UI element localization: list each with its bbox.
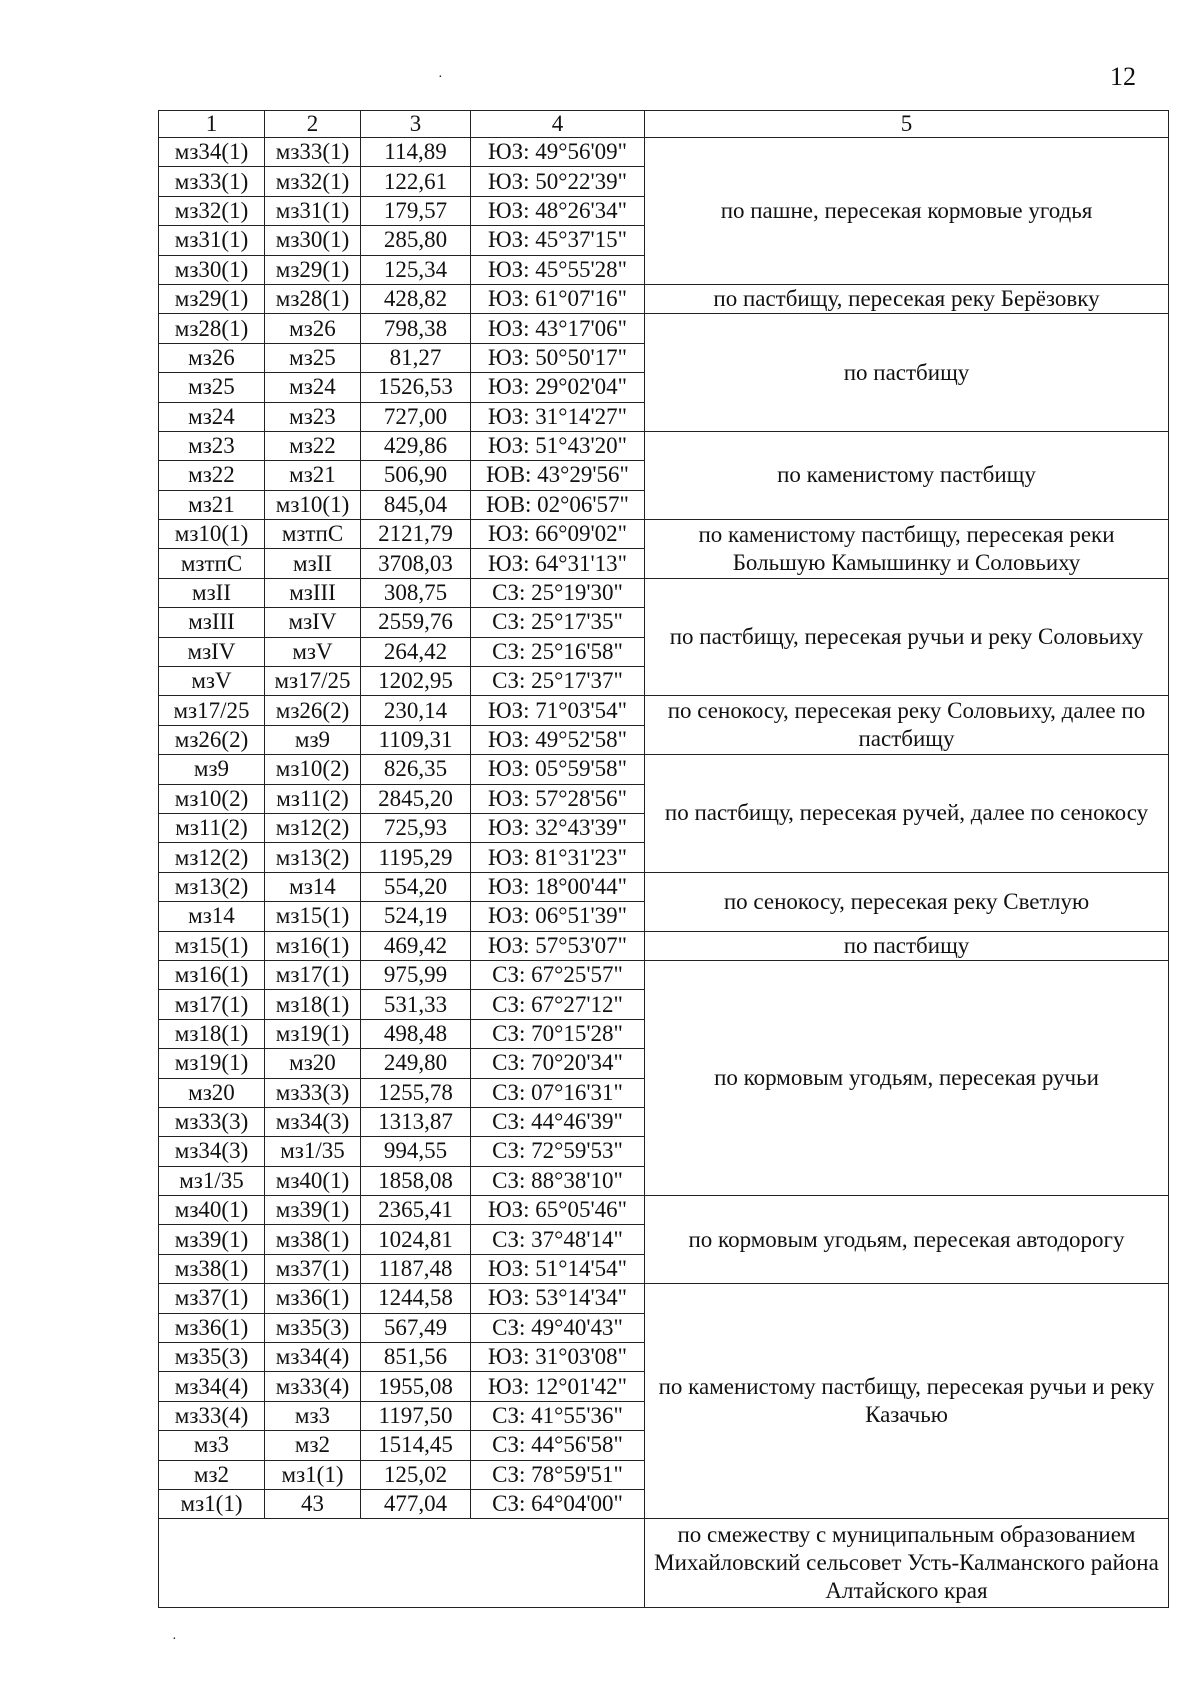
column-header: 2 (265, 111, 361, 138)
length-cell: 285,80 (361, 226, 471, 255)
to-point-cell: мз14 (265, 872, 361, 901)
bearing-cell: СЗ: 44°56'58" (471, 1431, 645, 1460)
table-row (159, 696, 1169, 725)
to-point-cell: мз10(2) (265, 755, 361, 784)
bearing-cell: СЗ: 64°04'00" (471, 1489, 645, 1518)
from-point-cell: мз24 (159, 402, 265, 431)
bearing-cell: ЮЗ: 29°02'04" (471, 373, 645, 402)
from-point-cell: мз28(1) (159, 314, 265, 343)
to-point-cell: мз13(2) (265, 843, 361, 872)
bearing-cell: СЗ: 25°19'30" (471, 578, 645, 607)
bearing-cell: ЮЗ: 18°00'44" (471, 872, 645, 901)
length-cell: 1244,58 (361, 1284, 471, 1313)
bearing-cell: ЮЗ: 64°31'13" (471, 549, 645, 578)
boundary-table (158, 110, 1169, 1608)
route-description-cell: по каменистому пастбищу (645, 431, 1169, 519)
bearing-cell: СЗ: 72°59'53" (471, 1137, 645, 1166)
length-cell: 1526,53 (361, 373, 471, 402)
from-point-cell: мзII (159, 578, 265, 607)
table-row (159, 520, 1169, 549)
length-cell: 798,38 (361, 314, 471, 343)
bearing-cell: ЮЗ: 48°26'34" (471, 196, 645, 225)
length-cell: 567,49 (361, 1313, 471, 1342)
from-point-cell: мз15(1) (159, 931, 265, 960)
to-point-cell: мзV (265, 637, 361, 666)
from-point-cell: мз17(1) (159, 990, 265, 1019)
bearing-cell: СЗ: 88°38'10" (471, 1166, 645, 1195)
length-cell: 179,57 (361, 196, 471, 225)
from-point-cell: мзтпС (159, 549, 265, 578)
from-point-cell: мз25 (159, 373, 265, 402)
to-point-cell: мз18(1) (265, 990, 361, 1019)
table-row (159, 138, 1169, 167)
length-cell: 1197,50 (361, 1401, 471, 1430)
length-cell: 554,20 (361, 872, 471, 901)
to-point-cell: мзIV (265, 608, 361, 637)
length-cell: 845,04 (361, 490, 471, 519)
to-point-cell: мз39(1) (265, 1196, 361, 1225)
table-row (159, 1196, 1169, 1225)
table-row (159, 1284, 1169, 1313)
route-description-cell: по сенокосу, пересекая реку Светлую (645, 872, 1169, 931)
from-point-cell: мз22 (159, 461, 265, 490)
length-cell: 1109,31 (361, 725, 471, 754)
length-cell: 2845,20 (361, 784, 471, 813)
bearing-cell: СЗ: 25°17'35" (471, 608, 645, 637)
bearing-cell: СЗ: 25°16'58" (471, 637, 645, 666)
route-description-cell: по пастбищу, пересекая ручей, далее по сенокосу (645, 755, 1169, 873)
bearing-cell: ЮЗ: 51°43'20" (471, 431, 645, 460)
length-cell: 506,90 (361, 461, 471, 490)
from-point-cell: мз36(1) (159, 1313, 265, 1342)
from-point-cell: мз11(2) (159, 813, 265, 842)
to-point-cell: мз26(2) (265, 696, 361, 725)
from-point-cell: мз3 (159, 1431, 265, 1460)
scan-dot: · (172, 1632, 177, 1647)
to-point-cell: мз34(4) (265, 1343, 361, 1372)
bearing-cell: ЮЗ: 12°01'42" (471, 1372, 645, 1401)
bearing-cell: ЮЗ: 81°31'23" (471, 843, 645, 872)
bearing-cell: ЮЗ: 65°05'46" (471, 1196, 645, 1225)
length-cell: 308,75 (361, 578, 471, 607)
to-point-cell: мз21 (265, 461, 361, 490)
to-point-cell: мз3 (265, 1401, 361, 1430)
table-row (159, 431, 1169, 460)
from-point-cell: мз34(4) (159, 1372, 265, 1401)
bearing-cell: СЗ: 44°46'39" (471, 1107, 645, 1136)
to-point-cell: мз33(3) (265, 1078, 361, 1107)
from-point-cell: мз40(1) (159, 1196, 265, 1225)
from-point-cell: мз16(1) (159, 960, 265, 989)
to-point-cell: мз36(1) (265, 1284, 361, 1313)
column-header: 1 (159, 111, 265, 138)
bearing-cell: СЗ: 25°17'37" (471, 667, 645, 696)
to-point-cell: мз20 (265, 1049, 361, 1078)
to-point-cell: мз2 (265, 1431, 361, 1460)
column-header: 5 (645, 111, 1169, 138)
to-point-cell: мз40(1) (265, 1166, 361, 1195)
to-point-cell: мз37(1) (265, 1254, 361, 1283)
to-point-cell: мзтпС (265, 520, 361, 549)
from-point-cell: мзV (159, 667, 265, 696)
from-point-cell: мз29(1) (159, 284, 265, 313)
length-cell: 1202,95 (361, 667, 471, 696)
bearing-cell: ЮВ: 02°06'57" (471, 490, 645, 519)
length-cell: 524,19 (361, 902, 471, 931)
bearing-cell: СЗ: 70°20'34" (471, 1049, 645, 1078)
bearing-cell: ЮЗ: 43°17'06" (471, 314, 645, 343)
table-header-row (159, 111, 1169, 138)
from-point-cell: мз37(1) (159, 1284, 265, 1313)
length-cell: 114,89 (361, 138, 471, 167)
from-point-cell: мз21 (159, 490, 265, 519)
length-cell: 264,42 (361, 637, 471, 666)
length-cell: 1858,08 (361, 1166, 471, 1195)
length-cell: 2121,79 (361, 520, 471, 549)
length-cell: 122,61 (361, 167, 471, 196)
route-description-cell: по каменистому пастбищу, пересекая ручьи и реку Казачью (645, 1284, 1169, 1519)
bearing-cell: ЮЗ: 31°03'08" (471, 1343, 645, 1372)
bearing-cell: ЮЗ: 51°14'54" (471, 1254, 645, 1283)
to-point-cell: мз9 (265, 725, 361, 754)
to-point-cell: мз22 (265, 431, 361, 460)
from-point-cell: мзIII (159, 608, 265, 637)
table-footer-row (159, 1519, 1169, 1608)
from-point-cell: мз31(1) (159, 226, 265, 255)
bearing-cell: ЮЗ: 06°51'39" (471, 902, 645, 931)
bearing-cell: СЗ: 07°16'31" (471, 1078, 645, 1107)
bearing-cell: ЮЗ: 05°59'58" (471, 755, 645, 784)
from-point-cell: мз39(1) (159, 1225, 265, 1254)
bearing-cell: ЮЗ: 31°14'27" (471, 402, 645, 431)
bearing-cell: ЮЗ: 66°09'02" (471, 520, 645, 549)
to-point-cell: мз29(1) (265, 255, 361, 284)
to-point-cell: мз10(1) (265, 490, 361, 519)
column-header: 3 (361, 111, 471, 138)
to-point-cell: мз19(1) (265, 1019, 361, 1048)
route-description-cell: по сенокосу, пересекая реку Соловьиху, далее по пастбищу (645, 696, 1169, 755)
bearing-cell: СЗ: 70°15'28" (471, 1019, 645, 1048)
bearing-cell: ЮЗ: 50°50'17" (471, 343, 645, 372)
column-header: 4 (471, 111, 645, 138)
bearing-cell: СЗ: 67°25'57" (471, 960, 645, 989)
table-row (159, 960, 1169, 989)
length-cell: 1024,81 (361, 1225, 471, 1254)
length-cell: 230,14 (361, 696, 471, 725)
length-cell: 428,82 (361, 284, 471, 313)
route-description-cell: по каменистому пастбищу, пересекая реки Большую Камышинку и Соловьиху (645, 520, 1169, 579)
to-point-cell: мз32(1) (265, 167, 361, 196)
from-point-cell: мз10(1) (159, 520, 265, 549)
length-cell: 1187,48 (361, 1254, 471, 1283)
length-cell: 826,35 (361, 755, 471, 784)
length-cell: 2559,76 (361, 608, 471, 637)
length-cell: 531,33 (361, 990, 471, 1019)
from-point-cell: мз20 (159, 1078, 265, 1107)
to-point-cell: мз28(1) (265, 284, 361, 313)
from-point-cell: мзIV (159, 637, 265, 666)
from-point-cell: мз32(1) (159, 196, 265, 225)
from-point-cell: мз1/35 (159, 1166, 265, 1195)
page-number: 12 (1110, 62, 1136, 91)
empty-cell (159, 1519, 645, 1608)
from-point-cell: мз38(1) (159, 1254, 265, 1283)
to-point-cell: мз1/35 (265, 1137, 361, 1166)
from-point-cell: мз19(1) (159, 1049, 265, 1078)
bearing-cell: ЮЗ: 49°56'09" (471, 138, 645, 167)
from-point-cell: мз34(1) (159, 138, 265, 167)
length-cell: 1955,08 (361, 1372, 471, 1401)
from-point-cell: мз23 (159, 431, 265, 460)
from-point-cell: мз13(2) (159, 872, 265, 901)
from-point-cell: мз35(3) (159, 1343, 265, 1372)
to-point-cell: мз31(1) (265, 196, 361, 225)
bearing-cell: СЗ: 49°40'43" (471, 1313, 645, 1342)
to-point-cell: мз38(1) (265, 1225, 361, 1254)
to-point-cell: мз33(4) (265, 1372, 361, 1401)
length-cell: 1195,29 (361, 843, 471, 872)
length-cell: 1313,87 (361, 1107, 471, 1136)
from-point-cell: мз10(2) (159, 784, 265, 813)
length-cell: 249,80 (361, 1049, 471, 1078)
from-point-cell: мз33(4) (159, 1401, 265, 1430)
length-cell: 125,34 (361, 255, 471, 284)
table-row (159, 755, 1169, 784)
bearing-cell: ЮЗ: 71°03'54" (471, 696, 645, 725)
to-point-cell: мз24 (265, 373, 361, 402)
bearing-cell: СЗ: 41°55'36" (471, 1401, 645, 1430)
to-point-cell: мз35(3) (265, 1313, 361, 1342)
to-point-cell: мз12(2) (265, 813, 361, 842)
from-point-cell: мз30(1) (159, 255, 265, 284)
to-point-cell: мз17/25 (265, 667, 361, 696)
length-cell: 994,55 (361, 1137, 471, 1166)
route-description-cell: по пастбищу (645, 931, 1169, 960)
from-point-cell: мз18(1) (159, 1019, 265, 1048)
table-row (159, 578, 1169, 607)
route-description-cell: по пастбищу (645, 314, 1169, 432)
from-point-cell: мз33(1) (159, 167, 265, 196)
from-point-cell: мз2 (159, 1460, 265, 1489)
length-cell: 2365,41 (361, 1196, 471, 1225)
from-point-cell: мз34(3) (159, 1137, 265, 1166)
to-point-cell: мз23 (265, 402, 361, 431)
bearing-cell: ЮЗ: 50°22'39" (471, 167, 645, 196)
to-point-cell: мз30(1) (265, 226, 361, 255)
bearing-cell: ЮЗ: 49°52'58" (471, 725, 645, 754)
bearing-cell: ЮЗ: 53°14'34" (471, 1284, 645, 1313)
route-description-cell: по пастбищу, пересекая ручьи и реку Соловьиху (645, 578, 1169, 696)
length-cell: 125,02 (361, 1460, 471, 1489)
route-description-cell: по пастбищу, пересекая реку Берёзовку (645, 284, 1169, 313)
bearing-cell: СЗ: 67°27'12" (471, 990, 645, 1019)
to-point-cell: мз16(1) (265, 931, 361, 960)
table-body (159, 111, 1169, 1608)
footer-description-cell: по смежеству с муниципальным образованием Михайловский сельсовет Усть-Калманского района Алтайского края (645, 1519, 1169, 1608)
length-cell: 725,93 (361, 813, 471, 842)
length-cell: 477,04 (361, 1489, 471, 1518)
to-point-cell: мз1(1) (265, 1460, 361, 1489)
to-point-cell: мзII (265, 549, 361, 578)
from-point-cell: мз26(2) (159, 725, 265, 754)
bearing-cell: ЮЗ: 45°37'15" (471, 226, 645, 255)
bearing-cell: ЮВ: 43°29'56" (471, 461, 645, 490)
bearing-cell: ЮЗ: 32°43'39" (471, 813, 645, 842)
table-row (159, 314, 1169, 343)
length-cell: 81,27 (361, 343, 471, 372)
to-point-cell: мз34(3) (265, 1107, 361, 1136)
table-row (159, 931, 1169, 960)
from-point-cell: мз12(2) (159, 843, 265, 872)
length-cell: 3708,03 (361, 549, 471, 578)
length-cell: 429,86 (361, 431, 471, 460)
to-point-cell: мз11(2) (265, 784, 361, 813)
to-point-cell: мз33(1) (265, 138, 361, 167)
bearing-cell: СЗ: 78°59'51" (471, 1460, 645, 1489)
from-point-cell: мз17/25 (159, 696, 265, 725)
bearing-cell: ЮЗ: 57°53'07" (471, 931, 645, 960)
from-point-cell: мз1(1) (159, 1489, 265, 1518)
route-description-cell: по пашне, пересекая кормовые угодья (645, 138, 1169, 285)
to-point-cell: мз15(1) (265, 902, 361, 931)
length-cell: 1255,78 (361, 1078, 471, 1107)
to-point-cell: мз25 (265, 343, 361, 372)
from-point-cell: мз26 (159, 343, 265, 372)
route-description-cell: по кормовым угодьям, пересекая автодорогу (645, 1196, 1169, 1284)
bearing-cell: СЗ: 37°48'14" (471, 1225, 645, 1254)
length-cell: 975,99 (361, 960, 471, 989)
from-point-cell: мз9 (159, 755, 265, 784)
bearing-cell: ЮЗ: 45°55'28" (471, 255, 645, 284)
bearing-cell: ЮЗ: 57°28'56" (471, 784, 645, 813)
to-point-cell: мз17(1) (265, 960, 361, 989)
bearing-cell: ЮЗ: 61°07'16" (471, 284, 645, 313)
scan-dot: · (438, 70, 443, 85)
to-point-cell: 43 (265, 1489, 361, 1518)
to-point-cell: мзIII (265, 578, 361, 607)
length-cell: 727,00 (361, 402, 471, 431)
route-description-cell: по кормовым угодьям, пересекая ручьи (645, 960, 1169, 1195)
from-point-cell: мз14 (159, 902, 265, 931)
length-cell: 1514,45 (361, 1431, 471, 1460)
length-cell: 498,48 (361, 1019, 471, 1048)
length-cell: 851,56 (361, 1343, 471, 1372)
to-point-cell: мз26 (265, 314, 361, 343)
table-row (159, 284, 1169, 313)
length-cell: 469,42 (361, 931, 471, 960)
table-row (159, 872, 1169, 901)
from-point-cell: мз33(3) (159, 1107, 265, 1136)
